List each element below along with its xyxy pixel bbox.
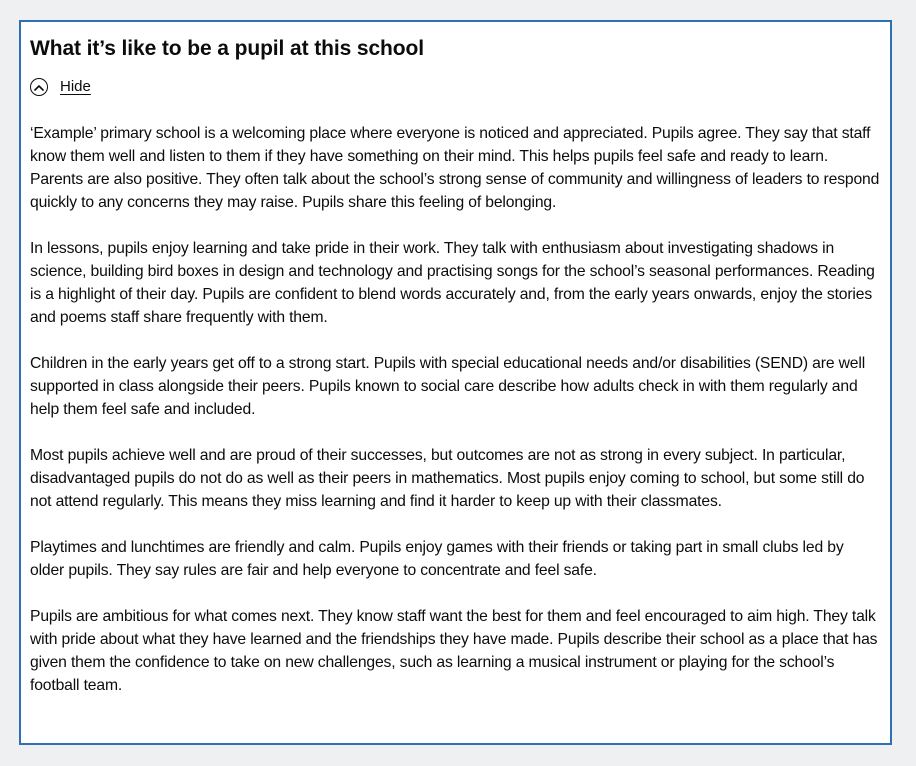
chevron-up-circle-icon [30, 78, 48, 96]
paragraph-1: ‘Example’ primary school is a welcoming place where everyone is noticed and appreciated. Pupils agree. They say that staff know them well and listen to them if they have something on their mind. This helps pupils feel safe and ready to learn. Parents are also positive. They often talk about the school’s strong sense of community and willingness of leaders to respond quickly to any concerns they may raise. Pupils share this feeling of belonging. [30, 125, 880, 211]
hide-toggle-button[interactable] [30, 78, 91, 96]
expandable-section [19, 20, 892, 745]
paragraph-5: Playtimes and lunchtimes are friendly and calm. Pupils enjoy games with their friends or taking part in small clubs led by older pupils. They say rules are fair and help everyone to concentrate and feel safe. [30, 539, 844, 579]
section-content [30, 122, 880, 697]
section-title: What it’s like to be a pupil at this school [30, 37, 424, 60]
hide-toggle-label: Hide [60, 78, 91, 95]
paragraph-4: Most pupils achieve well and are proud of their successes, but outcomes are not as strong in every subject. In particular, disadvantaged pupils do not do as well as their peers in mathematics. Most pupils enjoy coming to school, but some still do not attend regularly. This means they miss learning and find it harder to keep up with their classmates. [30, 447, 865, 510]
paragraph-2: In lessons, pupils enjoy learning and take pride in their work. They talk with enthusiasm about investigating shadows in science, building bird boxes in design and technology and practising songs for the school’s seasonal performances. Reading is a highlight of their day. Pupils are confident to blend words accurately and, from the early years onwards, enjoy the stories and poems staff share frequently with them. [30, 240, 875, 326]
paragraph-3: Children in the early years get off to a strong start. Pupils with special educational needs and/or disabilities (SEND) are well supported in class alongside their peers. Pupils known to social care describe how adults check in with them regularly and help them feel safe and included. [30, 355, 866, 418]
paragraph-6: Pupils are ambitious for what comes next. They know staff want the best for them and feel encouraged to aim high. They talk with pride about what they have learned and the friendships they have made. Pupils describe their school as a place that has given them the confidence to take on new challenges, such as learning a musical instrument or playing for the school’s football team. [30, 608, 878, 694]
